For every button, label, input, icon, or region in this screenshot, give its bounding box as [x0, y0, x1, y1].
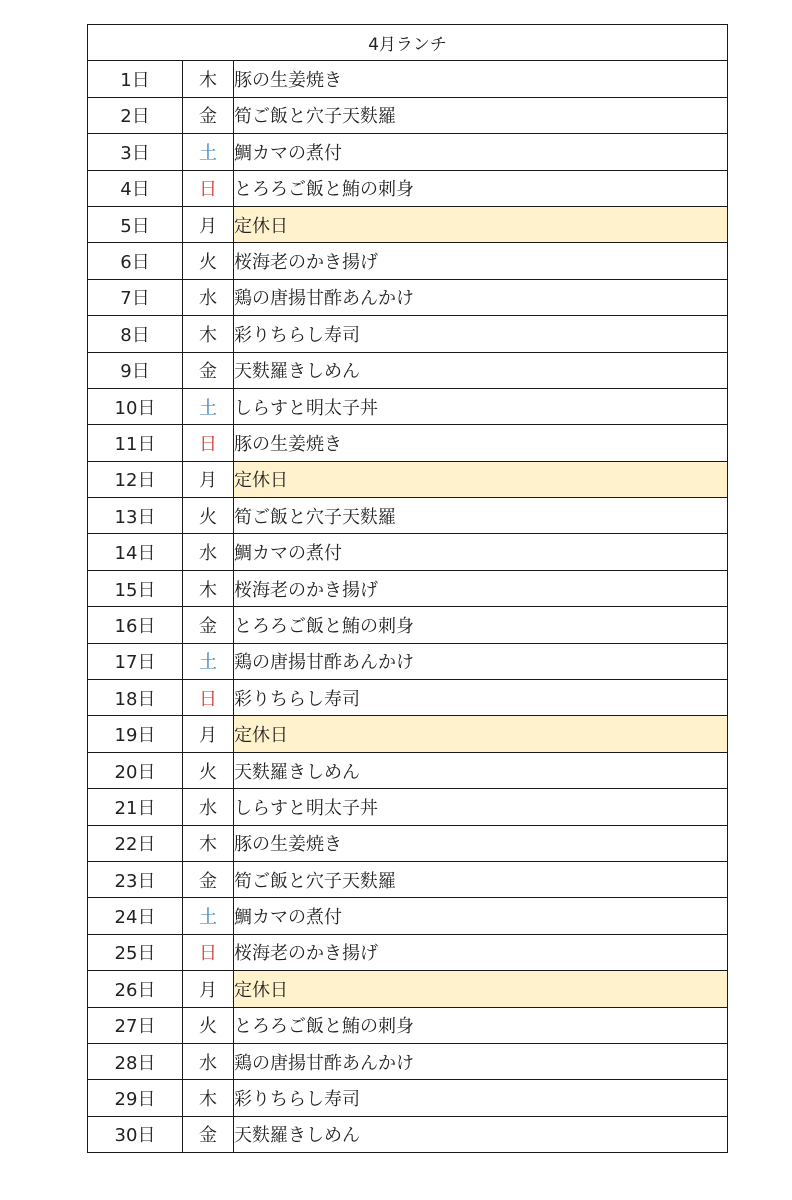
table-row: [88, 789, 728, 825]
menu-item-cell: 定休日: [234, 971, 728, 1007]
menu-item-cell: 豚の生姜焼き: [234, 61, 728, 97]
weekday-cell: 火: [183, 1007, 234, 1043]
weekday-cell: 日: [183, 934, 234, 970]
menu-item-cell: 定休日: [234, 461, 728, 497]
date-cell: 18日: [88, 680, 183, 716]
table-row: [88, 534, 728, 570]
table-row: [88, 716, 728, 752]
menu-item-cell: 天麩羅きしめん: [234, 752, 728, 788]
table-row: [88, 206, 728, 242]
weekday-cell: 水: [183, 789, 234, 825]
menu-rows: [88, 61, 728, 1153]
weekday-cell: 木: [183, 61, 234, 97]
table-row: [88, 97, 728, 133]
weekday-cell: 金: [183, 861, 234, 897]
date-cell: 25日: [88, 934, 183, 970]
date-cell: 1日: [88, 61, 183, 97]
menu-item-cell: 天麩羅きしめん: [234, 1116, 728, 1152]
table-row: [88, 680, 728, 716]
weekday-cell: 日: [183, 425, 234, 461]
date-cell: 14日: [88, 534, 183, 570]
date-cell: 21日: [88, 789, 183, 825]
table-row: [88, 643, 728, 679]
weekday-cell: 土: [183, 643, 234, 679]
menu-item-cell: 彩りちらし寿司: [234, 680, 728, 716]
weekday-cell: 金: [183, 607, 234, 643]
weekday-cell: 水: [183, 1043, 234, 1079]
table-row: [88, 1080, 728, 1116]
date-cell: 19日: [88, 716, 183, 752]
date-cell: 22日: [88, 825, 183, 861]
date-cell: 16日: [88, 607, 183, 643]
weekday-cell: 木: [183, 1080, 234, 1116]
weekday-cell: 月: [183, 461, 234, 497]
date-cell: 23日: [88, 861, 183, 897]
date-cell: 17日: [88, 643, 183, 679]
menu-item-cell: 桜海老のかき揚げ: [234, 243, 728, 279]
date-cell: 28日: [88, 1043, 183, 1079]
date-cell: 8日: [88, 316, 183, 352]
date-cell: 11日: [88, 425, 183, 461]
title-row: [88, 25, 728, 61]
date-cell: 2日: [88, 97, 183, 133]
menu-item-cell: 豚の生姜焼き: [234, 425, 728, 461]
weekday-cell: 月: [183, 971, 234, 1007]
date-cell: 15日: [88, 570, 183, 606]
date-cell: 7日: [88, 279, 183, 315]
weekday-cell: 木: [183, 570, 234, 606]
menu-item-cell: 彩りちらし寿司: [234, 316, 728, 352]
menu-item-cell: 鶏の唐揚甘酢あんかけ: [234, 279, 728, 315]
weekday-cell: 火: [183, 243, 234, 279]
table-row: [88, 461, 728, 497]
menu-item-cell: 桜海老のかき揚げ: [234, 570, 728, 606]
menu-item-cell: 定休日: [234, 206, 728, 242]
table-row: [88, 134, 728, 170]
menu-item-cell: 桜海老のかき揚げ: [234, 934, 728, 970]
menu-item-cell: とろろご飯と鮪の刺身: [234, 1007, 728, 1043]
menu-item-cell: 彩りちらし寿司: [234, 1080, 728, 1116]
weekday-cell: 土: [183, 388, 234, 424]
weekday-cell: 火: [183, 498, 234, 534]
table-row: [88, 607, 728, 643]
menu-item-cell: 鯛カマの煮付: [234, 898, 728, 934]
table-row: [88, 825, 728, 861]
weekday-cell: 日: [183, 680, 234, 716]
weekday-cell: 金: [183, 97, 234, 133]
table-row: [88, 570, 728, 606]
weekday-cell: 水: [183, 534, 234, 570]
weekday-cell: 土: [183, 134, 234, 170]
date-cell: 5日: [88, 206, 183, 242]
weekday-cell: 木: [183, 825, 234, 861]
weekday-cell: 日: [183, 170, 234, 206]
menu-item-cell: とろろご飯と鮪の刺身: [234, 170, 728, 206]
date-cell: 13日: [88, 498, 183, 534]
table-row: [88, 316, 728, 352]
menu-item-cell: 筍ご飯と穴子天麩羅: [234, 498, 728, 534]
weekday-cell: 月: [183, 206, 234, 242]
date-cell: 12日: [88, 461, 183, 497]
table-row: [88, 498, 728, 534]
weekday-cell: 金: [183, 352, 234, 388]
table-row: [88, 1007, 728, 1043]
lunch-menu-table: [87, 24, 728, 1153]
table-row: [88, 1116, 728, 1152]
table-row: [88, 388, 728, 424]
date-cell: 20日: [88, 752, 183, 788]
menu-item-cell: しらすと明太子丼: [234, 388, 728, 424]
table-row: [88, 61, 728, 97]
menu-item-cell: とろろご飯と鮪の刺身: [234, 607, 728, 643]
menu-item-cell: 鶏の唐揚甘酢あんかけ: [234, 643, 728, 679]
menu-item-cell: 鶏の唐揚甘酢あんかけ: [234, 1043, 728, 1079]
date-cell: 9日: [88, 352, 183, 388]
table-row: [88, 934, 728, 970]
date-cell: 26日: [88, 971, 183, 1007]
table-row: [88, 243, 728, 279]
table-row: [88, 898, 728, 934]
table-row: [88, 279, 728, 315]
menu-item-cell: しらすと明太子丼: [234, 789, 728, 825]
weekday-cell: 月: [183, 716, 234, 752]
date-cell: 29日: [88, 1080, 183, 1116]
weekday-cell: 水: [183, 279, 234, 315]
table-row: [88, 1043, 728, 1079]
weekday-cell: 土: [183, 898, 234, 934]
menu-item-cell: 定休日: [234, 716, 728, 752]
table-title: 4月ランチ: [88, 25, 728, 61]
date-cell: 4日: [88, 170, 183, 206]
weekday-cell: 金: [183, 1116, 234, 1152]
menu-item-cell: 筍ご飯と穴子天麩羅: [234, 861, 728, 897]
date-cell: 24日: [88, 898, 183, 934]
table-row: [88, 971, 728, 1007]
table-row: [88, 425, 728, 461]
menu-item-cell: 筍ご飯と穴子天麩羅: [234, 97, 728, 133]
menu-item-cell: 豚の生姜焼き: [234, 825, 728, 861]
date-cell: 3日: [88, 134, 183, 170]
menu-item-cell: 鯛カマの煮付: [234, 534, 728, 570]
menu-item-cell: 鯛カマの煮付: [234, 134, 728, 170]
date-cell: 30日: [88, 1116, 183, 1152]
table-row: [88, 170, 728, 206]
table-row: [88, 352, 728, 388]
date-cell: 10日: [88, 388, 183, 424]
weekday-cell: 火: [183, 752, 234, 788]
date-cell: 27日: [88, 1007, 183, 1043]
date-cell: 6日: [88, 243, 183, 279]
table-row: [88, 752, 728, 788]
menu-item-cell: 天麩羅きしめん: [234, 352, 728, 388]
table-row: [88, 861, 728, 897]
weekday-cell: 木: [183, 316, 234, 352]
